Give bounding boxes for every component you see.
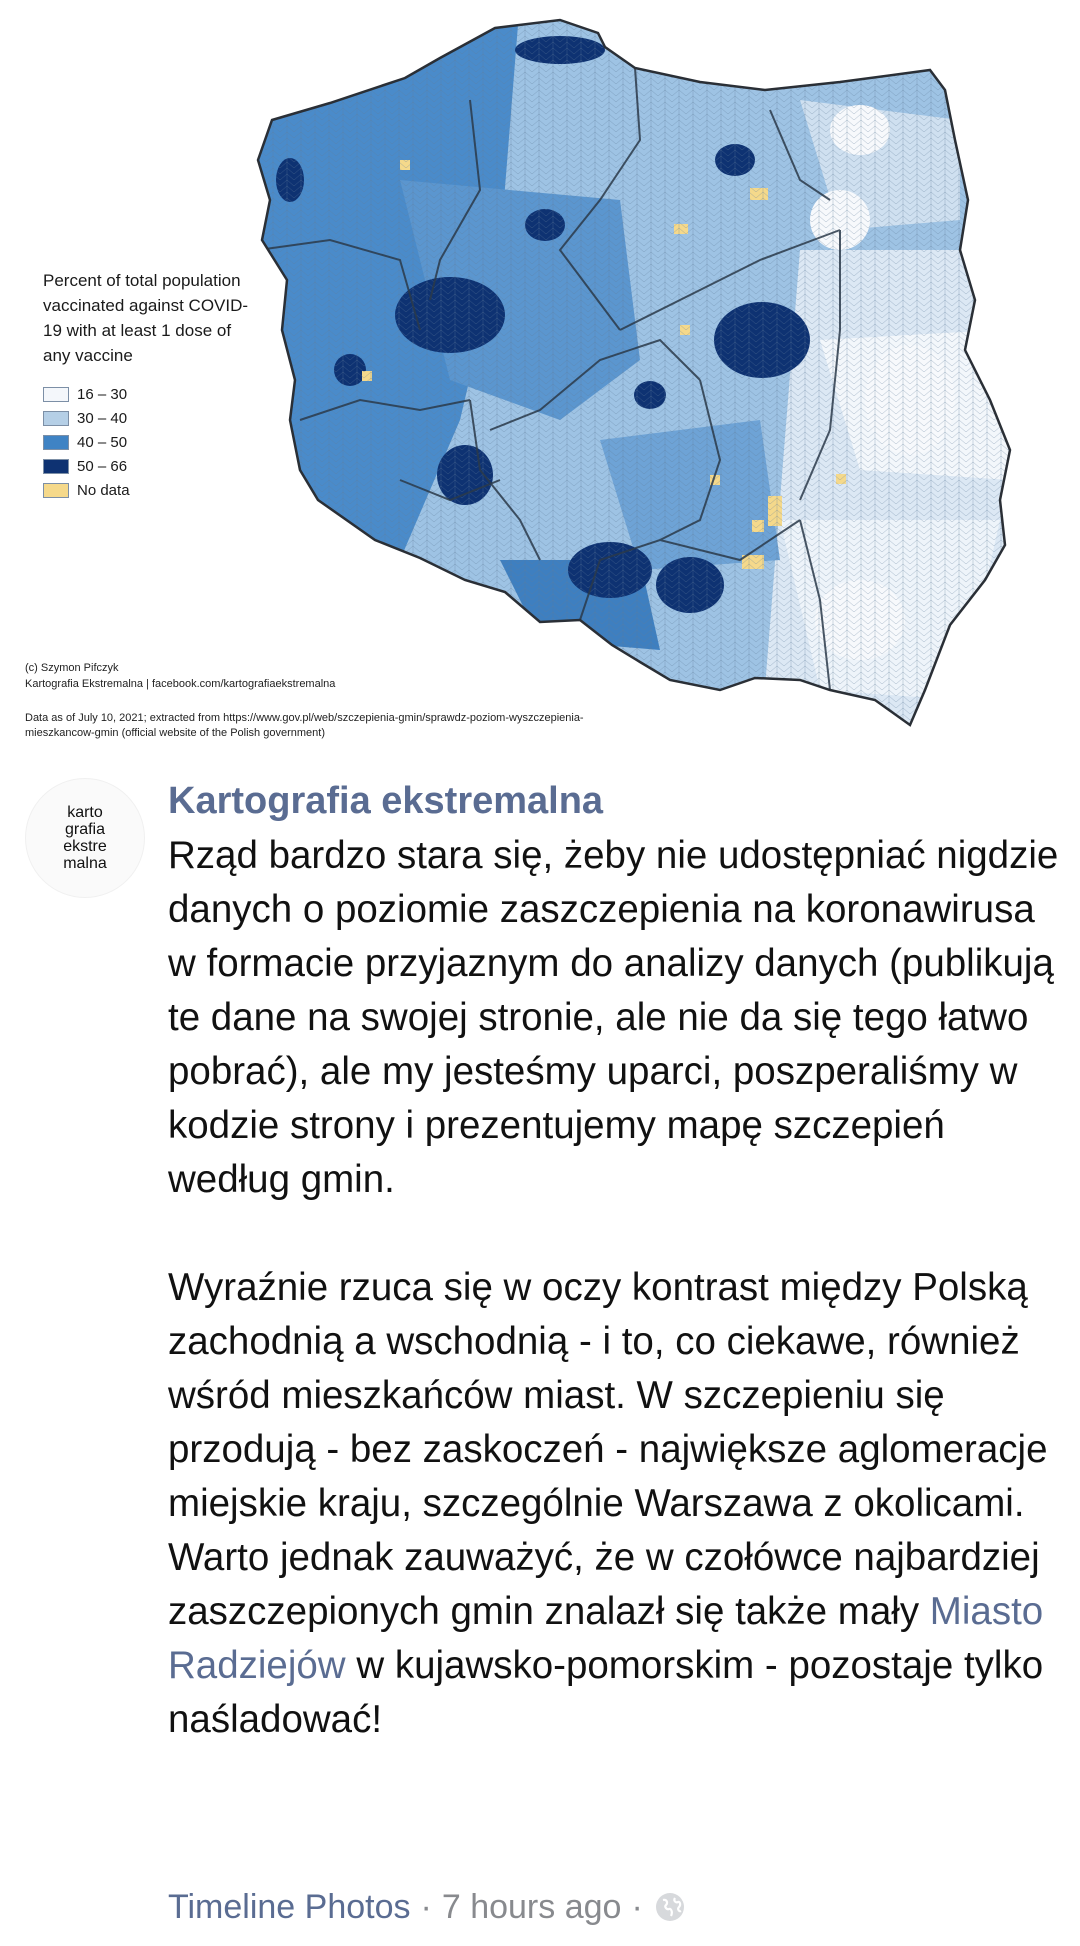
legend-item [43, 382, 253, 406]
post-text-segment: w kujawsko-pomorskim - pozostaje tylko naśladować! [168, 1644, 1044, 1741]
avatar-text: grafia [64, 821, 106, 838]
legend-swatch [43, 483, 69, 498]
post-text-segment: Wyraźnie rzuca się w oczy kontrast między Polską zachodnią a wschodnią - i to, co ciekawe, również wśród mieszkańców miast. W szczepieniu się przodują - bez zaskoczeń - największe aglomeracje miejskie kraju, szczególnie Warszawa z okolicami. Warto jednak zauważyć, że w czołówce najbardziej zaszczepionych gmin znalazł się także mały [168, 1266, 1048, 1633]
legend-label: No data [77, 481, 130, 499]
post-meta [168, 1880, 687, 1934]
vaccination-map-image[interactable] [0, 0, 1080, 750]
legend-swatch [43, 435, 69, 450]
map-data-note: Data as of July 10, 2021; extracted from https://www.gov.pl/web/szczepienia-gmin/sprawdz-poziom-wyszczepienia-mieszkancow-gmin (official website of the Polish government) [25, 712, 584, 739]
legend-item [43, 454, 253, 478]
map-credit-author: (c) Szymon Pifczyk [25, 662, 119, 674]
avatar-text: karto [67, 804, 103, 821]
legend-swatch [43, 411, 69, 426]
globe-icon [653, 1890, 687, 1924]
legend-label: 40 – 50 [77, 433, 128, 451]
post-paragraph: Rząd bardzo stara się, żeby nie udostępniać nigdzie danych o poziomie zaszczepienia na koronawirusa w formacie przyjaznym do analizy danych (publikują te dane na swojej stronie, ale nie da się tego łatwo pobrać), ale my jesteśmy uparci, poszperaliśmy w kodzie strony i prezentujemy mapę szczepień według gmin. [168, 834, 1059, 1201]
post-paragraph [168, 1261, 1068, 1747]
legend-label: 50 – 66 [77, 457, 128, 475]
legend-swatch [43, 459, 69, 474]
page-avatar[interactable] [25, 778, 145, 898]
legend-item [43, 406, 253, 430]
legend-label: 16 – 30 [77, 385, 128, 403]
avatar-text: ekstre [63, 838, 107, 855]
legend-title: Percent of total population vaccinated against COVID-19 with at least 1 dose of any vaccine [43, 271, 249, 365]
place-link-radziejow[interactable]: Miasto Radziejów [168, 1590, 1044, 1687]
meta-separator: · [420, 1888, 432, 1926]
album-link[interactable]: Timeline Photos [168, 1888, 411, 1926]
avatar-text: malna [63, 855, 107, 872]
map-credit-page: Kartografia Ekstremalna | facebook.com/kartografiaekstremalna [25, 678, 336, 690]
legend-item [43, 430, 253, 454]
post-timestamp[interactable]: 7 hours ago [441, 1888, 622, 1926]
legend-label: 30 – 40 [77, 409, 128, 427]
page-name-link[interactable]: Kartografia ekstremalna [168, 780, 604, 822]
legend-item [43, 478, 253, 502]
meta-separator: · [631, 1888, 643, 1926]
map-legend [43, 268, 253, 502]
legend-swatch [43, 387, 69, 402]
post-text [168, 829, 1068, 1747]
